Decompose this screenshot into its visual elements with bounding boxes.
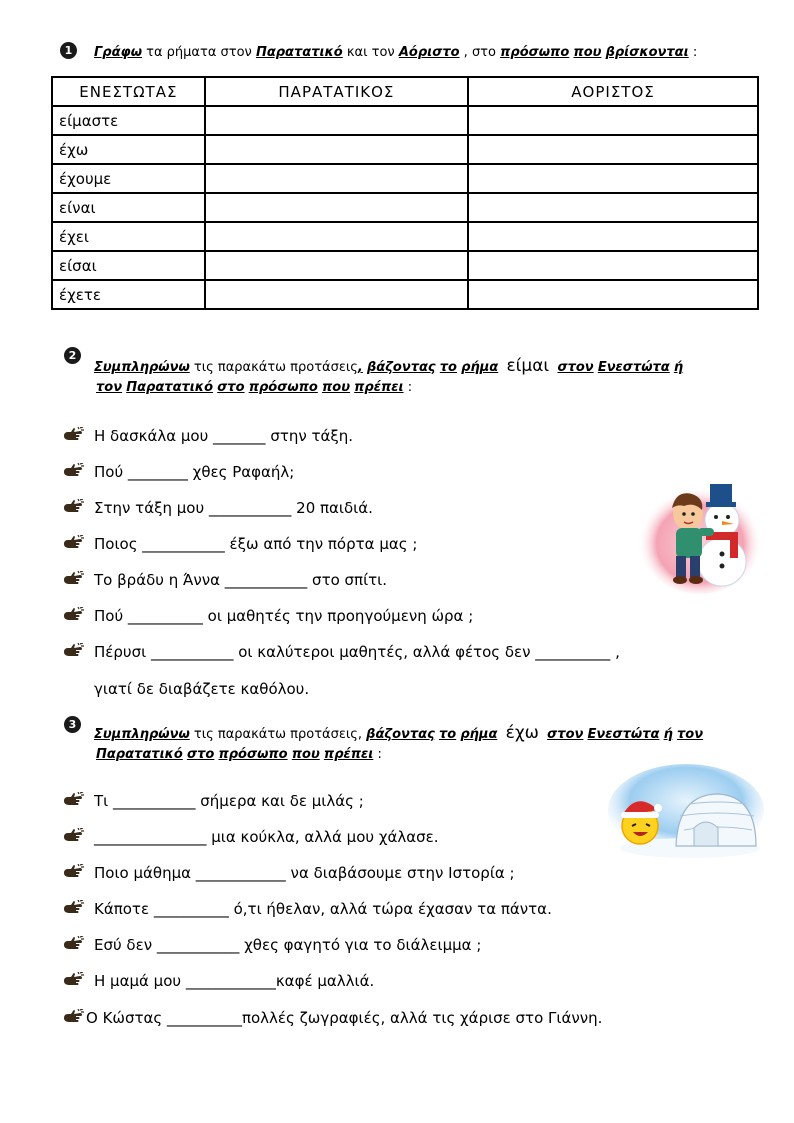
header-imperfect: ΠΑΡΑΤΑΤΙΚΟΣ <box>205 77 468 106</box>
aorist-answer-cell[interactable] <box>468 106 758 135</box>
underlined-keyword: βάζοντας <box>366 727 435 742</box>
table-row <box>52 251 758 280</box>
hand-pointing-icon <box>62 427 84 447</box>
hand-pointing-icon <box>62 972 84 992</box>
underlined-keyword: που <box>291 747 320 762</box>
sentence-text: Κάποτε __________ ό,τι ήθελαν, αλλά τώρα έχασαν τα πάντα. <box>94 900 552 918</box>
instruction-text: τις παρακάτω προτάσεις <box>189 360 358 375</box>
underlined-keyword: Συμπληρώνω <box>94 360 190 375</box>
list-item <box>62 499 373 519</box>
underlined-keyword: πρόσωπο <box>218 747 288 762</box>
underlined-keyword: τον <box>676 727 704 742</box>
hand-pointing-icon <box>62 828 84 848</box>
sentence-text: Στην τάξη μου ___________ 20 παιδιά. <box>94 499 373 517</box>
sentence-text: _______________ μια κούκλα, αλλά μου χάλασε. <box>94 828 439 846</box>
sentence-text: Τι ___________ σήμερα και δε μιλάς ; <box>94 792 364 810</box>
section-1-number: 1 <box>60 42 77 59</box>
underlined-keyword: βρίσκονται <box>605 45 689 60</box>
instruction-text <box>539 727 547 742</box>
verb-cell: έχω <box>52 135 205 164</box>
aorist-answer-cell[interactable] <box>468 193 758 222</box>
underlined-keyword: Ενεστώτα <box>597 360 670 375</box>
imperfect-answer-cell[interactable] <box>205 280 468 309</box>
instruction-text: τα ρήματα στον <box>142 45 256 60</box>
hand-pointing-icon <box>62 900 84 920</box>
header-present: ΕΝΕΣΤΩΤΑΣ <box>52 77 205 106</box>
list-item <box>62 571 387 591</box>
underlined-keyword: ή <box>663 727 673 742</box>
table-row <box>52 164 758 193</box>
underlined-keyword: ρήμα <box>460 727 498 742</box>
list-item <box>62 463 294 483</box>
aorist-answer-cell[interactable] <box>468 251 758 280</box>
underlined-keyword: πρέπει <box>323 747 374 762</box>
list-item <box>62 643 620 663</box>
underlined-keyword: πρόσωπο <box>500 45 570 60</box>
sentence-text: Η δασκάλα μου _______ στην τάξη. <box>94 427 354 445</box>
verb-cell: έχετε <box>52 280 205 309</box>
underlined-keyword: το <box>438 727 457 742</box>
hand-pointing-icon <box>62 864 84 884</box>
hand-pointing-icon <box>62 1009 84 1029</box>
verb-cell: έχουμε <box>52 164 205 193</box>
section-3-instruction-line1 <box>94 723 703 743</box>
underlined-keyword: στο <box>186 747 215 762</box>
section-3-instruction-line2 <box>96 747 382 762</box>
instruction-text: : <box>688 45 698 60</box>
underlined-keyword: ή <box>673 360 684 375</box>
underlined-keyword: που <box>322 380 350 395</box>
table-row <box>52 222 758 251</box>
instruction-text: , στο <box>459 45 501 60</box>
table-row <box>52 106 758 135</box>
list-item <box>62 972 374 992</box>
aorist-answer-cell[interactable] <box>468 164 758 193</box>
underlined-keyword: βάζοντας <box>366 360 436 375</box>
hand-pointing-icon <box>62 792 84 812</box>
list-item <box>62 864 515 884</box>
underlined-keyword: Παρατατικό <box>126 380 214 395</box>
instruction-text <box>497 727 505 742</box>
underlined-keyword: πρόσωπο <box>248 380 318 395</box>
sentence-text: Ποιο μάθημα ____________ να διαβάσουμε στην Ιστορία ; <box>94 864 515 882</box>
imperfect-answer-cell[interactable] <box>205 135 468 164</box>
underlined-keyword: Παρατατικό <box>255 45 343 60</box>
header-aorist: ΑΟΡΙΣΤΟΣ <box>468 77 758 106</box>
instruction-text: : <box>373 747 382 762</box>
sentence-text: Εσύ δεν ___________ χθες φαγητό για το διάλειμμα ; <box>94 936 482 954</box>
list-item <box>62 792 364 812</box>
imperfect-answer-cell[interactable] <box>205 193 468 222</box>
igloo-with-sun-illustration <box>606 764 764 862</box>
underlined-keyword: πρέπει <box>354 380 404 395</box>
target-verb: είμαι <box>506 356 550 376</box>
target-verb: έχω <box>505 723 539 743</box>
hand-pointing-icon <box>62 571 84 591</box>
instruction-text: τις παρακάτω προτάσεις, <box>189 727 367 742</box>
underlined-keyword: ρήμα <box>461 360 499 375</box>
underlined-keyword: , <box>357 360 363 375</box>
underlined-keyword: Συμπληρώνω <box>94 727 190 742</box>
sentence-text: Πού ________ χθες Ραφαήλ; <box>94 463 295 481</box>
aorist-answer-cell[interactable] <box>468 135 758 164</box>
list-item <box>62 1009 602 1029</box>
aorist-answer-cell[interactable] <box>468 280 758 309</box>
list-item <box>62 607 473 627</box>
list-item <box>62 936 481 956</box>
hand-pointing-icon <box>62 535 84 555</box>
underlined-keyword: στο <box>217 380 245 395</box>
sentence-text: Πέρυσι ___________ οι καλύτεροι μαθητές, αλλά φέτος δεν __________ , <box>94 643 620 661</box>
underlined-keyword: Γράφω <box>94 45 142 60</box>
section-1-instruction <box>94 45 697 60</box>
list-item <box>62 427 353 447</box>
instruction-text: : <box>403 380 413 395</box>
sentence-text: Η μαμά μου ____________καφέ μαλλιά. <box>94 972 375 990</box>
list-item <box>62 828 439 848</box>
imperfect-answer-cell[interactable] <box>205 222 468 251</box>
aorist-answer-cell[interactable] <box>468 222 758 251</box>
section-3-number: 3 <box>64 716 81 733</box>
imperfect-answer-cell[interactable] <box>205 164 468 193</box>
underlined-keyword: Παρατατικό <box>96 747 183 762</box>
underlined-keyword: Αόριστο <box>398 45 460 60</box>
table-row <box>52 193 758 222</box>
sentence-text: Το βράδυ η Άννα ___________ στο σπίτι. <box>94 571 388 589</box>
sentence-text: Πού __________ οι μαθητές την προηγούμενη ώρα ; <box>94 607 474 625</box>
underlined-keyword: στον <box>547 727 584 742</box>
list-item <box>62 900 552 920</box>
verb-cell: είμαστε <box>52 106 205 135</box>
hand-pointing-icon <box>62 936 84 956</box>
imperfect-answer-cell[interactable] <box>205 251 468 280</box>
underlined-keyword: τον <box>96 380 123 395</box>
boy-with-snowman-illustration <box>636 462 764 600</box>
verb-table <box>51 76 759 310</box>
imperfect-answer-cell[interactable] <box>205 106 468 135</box>
hand-pointing-icon <box>62 607 84 627</box>
underlined-keyword: στον <box>557 360 594 375</box>
verb-cell: είσαι <box>52 251 205 280</box>
underlined-keyword: το <box>439 360 457 375</box>
verb-cell: είναι <box>52 193 205 222</box>
section-2-number: 2 <box>64 347 81 364</box>
table-row <box>52 135 758 164</box>
instruction-text: και τον <box>342 45 399 60</box>
underlined-keyword: Ενεστώτα <box>587 727 660 742</box>
sentence-continuation: γιατί δε διαβάζετε καθόλου. <box>94 680 310 698</box>
list-item <box>62 535 417 555</box>
underlined-keyword: που <box>573 45 602 60</box>
hand-pointing-icon <box>62 463 84 483</box>
hand-pointing-icon <box>62 643 84 663</box>
sentence-text: Ο Κώστας __________πολλές ζωγραφιές, αλλά τις χάρισε στο Γιάννη. <box>86 1009 603 1027</box>
sentence-text: Ποιος ___________ έξω από την πόρτα μας ; <box>94 535 418 553</box>
table-header-row <box>52 77 758 106</box>
hand-pointing-icon <box>62 499 84 519</box>
verb-cell: έχει <box>52 222 205 251</box>
section-2-instruction-line1 <box>94 356 683 376</box>
table-row <box>52 280 758 309</box>
section-2-instruction-line2 <box>96 380 412 395</box>
